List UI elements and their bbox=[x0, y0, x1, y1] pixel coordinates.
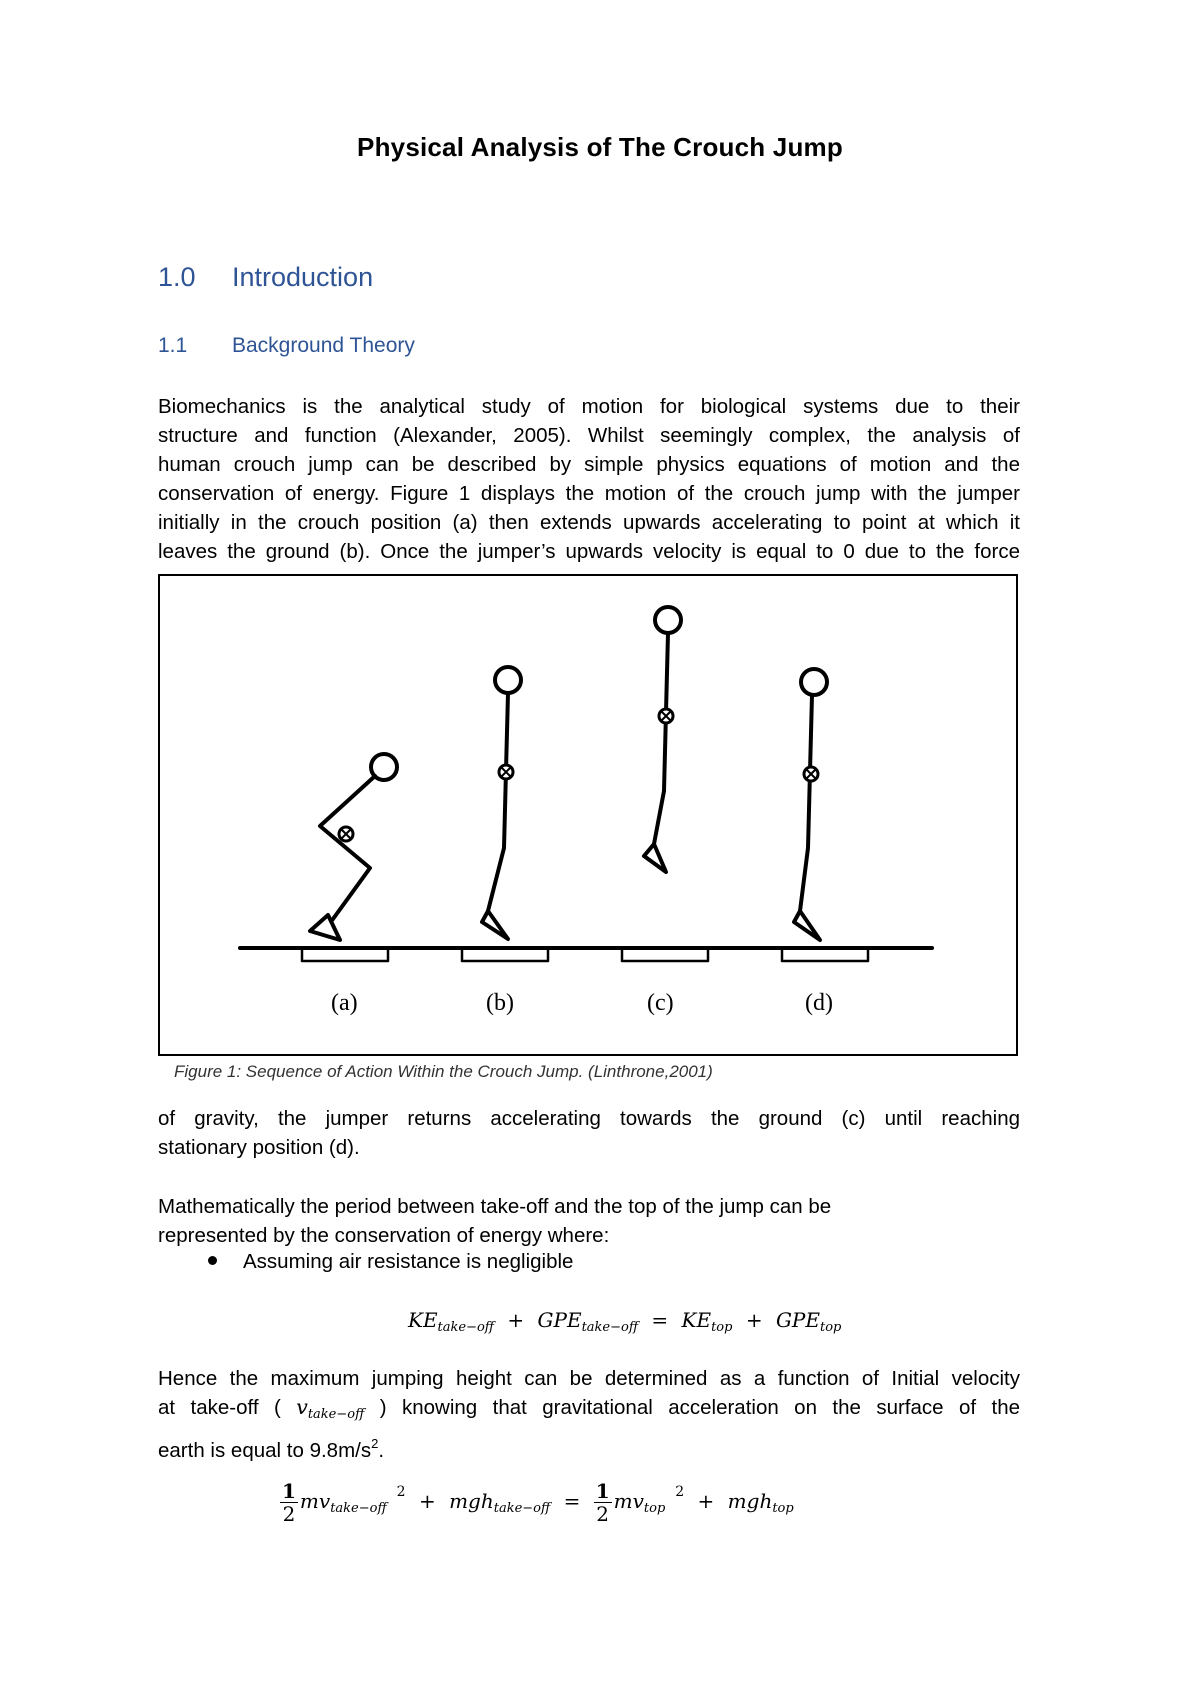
figure-label-b: (b) bbox=[486, 990, 514, 1016]
eq-term: GPE bbox=[537, 1308, 582, 1332]
paragraph-biomechanics bbox=[158, 392, 1020, 566]
figure-label-c: (c) bbox=[647, 990, 674, 1016]
paragraph-line bbox=[158, 1393, 1020, 1429]
eq-term: mgh bbox=[727, 1489, 773, 1513]
crouch-jump-illustration bbox=[160, 576, 1016, 1054]
eq-subscript: take−off bbox=[493, 1501, 551, 1516]
paragraph-line: initially in the crouch position (a) then extends upwards accelerating to point at which it bbox=[158, 511, 1020, 534]
eq-subscript: top bbox=[819, 1320, 842, 1335]
paragraph-max-height bbox=[158, 1364, 1020, 1465]
figure-caption: Figure 1: Sequence of Action Within the Crouch Jump. (Linthrone,2001) bbox=[174, 1062, 713, 1081]
subsection-title: Background Theory bbox=[232, 334, 415, 357]
eq-term: GPE bbox=[775, 1308, 820, 1332]
figure-crouch-jump bbox=[158, 574, 1018, 1056]
eq-term: mv bbox=[613, 1489, 644, 1513]
paragraph-line bbox=[158, 1429, 1020, 1465]
subsection-heading-background-theory bbox=[158, 334, 415, 358]
text-fragment: . bbox=[378, 1439, 385, 1462]
section-number: 1.0 bbox=[158, 262, 196, 292]
fraction-half bbox=[280, 1480, 298, 1525]
figure-a-crouch bbox=[310, 754, 397, 940]
bullet-item bbox=[208, 1250, 573, 1274]
eq-operator: = bbox=[651, 1308, 669, 1332]
paragraph-line: human crouch jump can be described by simple physics equations of motion and the bbox=[158, 453, 1020, 476]
section-heading-introduction bbox=[158, 262, 373, 293]
velocity-subscript: take−off bbox=[307, 1407, 365, 1422]
paragraph-mathematically bbox=[158, 1192, 1020, 1250]
bullet-icon bbox=[208, 1256, 217, 1265]
text-fragment: ) knowing that gravitational acceleration on the surface of the bbox=[379, 1396, 1021, 1419]
eq-operator: + bbox=[745, 1308, 763, 1332]
eq-term: KE bbox=[681, 1308, 712, 1332]
fraction-denominator: 2 bbox=[282, 1502, 296, 1526]
eq-operator: + bbox=[697, 1489, 715, 1513]
eq-term: mgh bbox=[449, 1489, 494, 1513]
paragraph-line: Biomechanics is the analytical study of motion for biological systems due to their bbox=[158, 395, 1020, 418]
superscript: 2 bbox=[371, 1436, 379, 1451]
text-fragment: at take-off ( bbox=[158, 1396, 281, 1419]
velocity-symbol bbox=[296, 1395, 365, 1422]
figure-label-d: (d) bbox=[805, 990, 833, 1016]
paragraph-line: leaves the ground (b). Once the jumper’s upwards velocity is equal to 0 due to the force bbox=[158, 540, 1020, 563]
paragraph-line: Mathematically the period between take-off and the top of the jump can be bbox=[158, 1195, 832, 1218]
fraction-denominator: 2 bbox=[596, 1502, 610, 1526]
eq-subscript: top bbox=[772, 1501, 794, 1516]
eq-term: KE bbox=[408, 1308, 438, 1332]
eq-exponent: 2 bbox=[675, 1484, 685, 1500]
figure-d-landing bbox=[794, 669, 827, 940]
eq-exponent: 2 bbox=[396, 1484, 406, 1500]
eq-term: mv bbox=[299, 1489, 331, 1513]
text-fragment: earth is equal to 9.8m/s bbox=[158, 1439, 372, 1462]
eq-subscript: take−off bbox=[330, 1501, 387, 1516]
paragraph-line: represented by the conservation of energy where: bbox=[158, 1224, 610, 1247]
paragraph-line: stationary position (d). bbox=[158, 1136, 360, 1159]
eq-subscript: take−off bbox=[437, 1320, 495, 1335]
eq-operator: = bbox=[563, 1489, 581, 1513]
paragraph-line: conservation of energy. Figure 1 displays the motion of the crouch jump with the jumper bbox=[158, 482, 1020, 505]
figure-b-takeoff bbox=[482, 667, 521, 939]
fraction-half bbox=[594, 1480, 612, 1525]
fraction-numerator: 1 bbox=[595, 1479, 610, 1503]
paragraph-line: of gravity, the jumper returns accelerating towards the ground (c) until reaching bbox=[158, 1107, 1020, 1130]
eq-operator: + bbox=[507, 1308, 525, 1332]
fraction-numerator: 1 bbox=[282, 1479, 296, 1503]
paragraph-gravity bbox=[158, 1104, 1020, 1162]
velocity-variable: v bbox=[296, 1395, 308, 1419]
bullet-text: Assuming air resistance is negligible bbox=[243, 1250, 574, 1273]
equation-energy-expanded bbox=[280, 1480, 794, 1525]
eq-subscript: top bbox=[711, 1320, 733, 1335]
eq-subscript: top bbox=[643, 1501, 666, 1516]
subsection-number: 1.1 bbox=[158, 334, 188, 357]
figure-c-top bbox=[644, 607, 681, 872]
eq-operator: + bbox=[418, 1489, 436, 1513]
figure-label-a: (a) bbox=[331, 990, 358, 1016]
eq-subscript: take−off bbox=[581, 1320, 639, 1335]
paragraph-line: Hence the maximum jumping height can be determined as a function of Initial velocity bbox=[158, 1367, 1020, 1390]
page-title: Physical Analysis of The Crouch Jump bbox=[357, 132, 843, 162]
equation-energy-conservation bbox=[408, 1308, 841, 1335]
section-title: Introduction bbox=[232, 262, 374, 292]
paragraph-line: structure and function (Alexander, 2005). Whilst seemingly complex, the analysis of bbox=[158, 424, 1020, 447]
